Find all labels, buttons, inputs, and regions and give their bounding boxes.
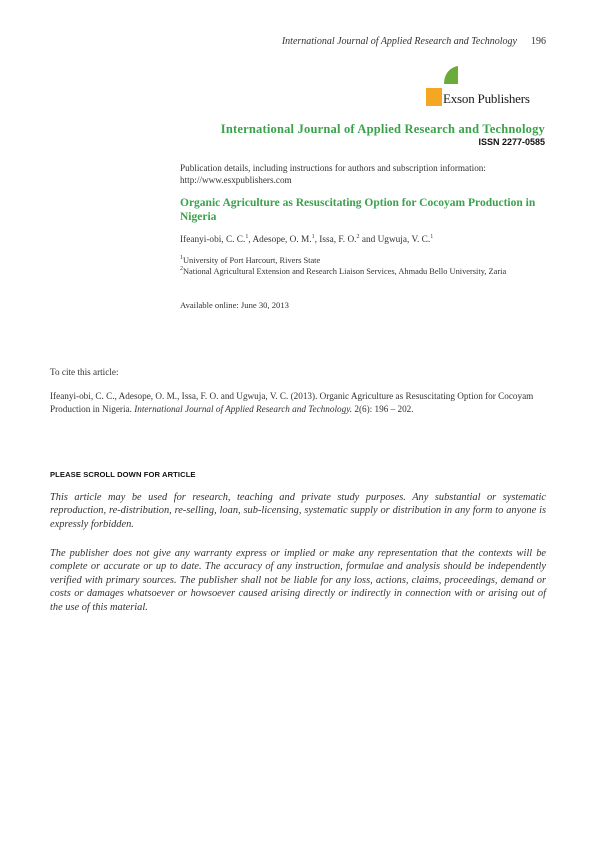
running-header [180,36,546,47]
affiliation-2 [180,267,546,276]
affiliation-1 [180,256,546,265]
cite-label: To cite this article: [50,367,119,377]
publication-details [180,162,546,186]
publisher-name: Exson Publishers [443,91,530,106]
usage-notice-paragraph: This article may be used for research, teaching and private study purposes. Any substantial or systematic reproduction, re-distribution, re-selling, loan, sub-licensing, systematic supply or distribution in any form to anyone is expressly forbidden. [50,492,546,530]
citation-suffix: 2(6): 196 – 202. [352,403,414,414]
journal-title: International Journal of Applied Research and Technology [220,122,545,136]
author-list: Ifeanyi-obi, C. C.$^1$, Adesope, O. M.$^1$, Issa, F. O.$^2$ and Ugwuja, V. C.$^1$ [180,233,434,245]
citation-text [50,390,546,415]
disclaimer-paragraph: The publisher does not give any warranty express or implied or make any representation that the contexts will be complete or accurate or up to date. The accuracy of any instruction, formulae and analysis should be independently verified with primary sources. The publisher shall not be liable for any loss, actions, claims, proceedings, demand or costs or damages whatsoever or howsoever caused arising directly or indirectly in connection with or arising out of the use of this material. [50,548,546,613]
affiliation-text: University of Port Harcourt, Rivers State [183,256,321,265]
author-name: Adesope, O. M. [252,235,312,245]
available-online-date: Available online: June 30, 2013 [180,300,289,310]
citation-prefix: Ifeanyi-obi, C. C., Adesope, O. M., Issa, F. O. and Ugwuja, V. C. (2013). Organic Agriculture as Resuscitating Option for Cocoyam Production in Nigeria. [50,391,534,414]
affiliation-text: National Agricultural Extension and Research Liaison Services, Ahmadu Bello University, Zaria [183,267,507,276]
author-affiliation-number: 1 [311,233,315,240]
author-name: Ugwuja, V. C. [377,235,431,245]
author-affiliation-number: 2 [356,233,360,240]
page-number: 196 [531,36,546,47]
author-name: Ifeanyi-obi, C. C. [180,235,246,245]
affiliation-number: 2 [180,266,183,273]
publisher-url-link[interactable]: http://www.esxpublishers.com [180,175,292,185]
publication-details-text: Publication details, including instructions for authors and subscription information: [180,163,486,173]
running-title: International Journal of Applied Research and Technology [281,36,517,47]
issn: ISSN 2277-0585 [478,137,545,147]
scroll-down-label: PLEASE SCROLL DOWN FOR ARTICLE [50,470,196,479]
citation-journal: International Journal of Applied Research and Technology. [134,403,353,414]
author-affiliation-number: 1 [430,233,434,240]
affiliation-number: 1 [180,255,183,262]
author-name: Issa, F. O. [319,235,357,245]
author-affiliation-number: 1 [245,233,249,240]
article-title: Organic Agriculture as Resuscitating Option for Cocoyam Production in Nigeria [180,197,536,223]
